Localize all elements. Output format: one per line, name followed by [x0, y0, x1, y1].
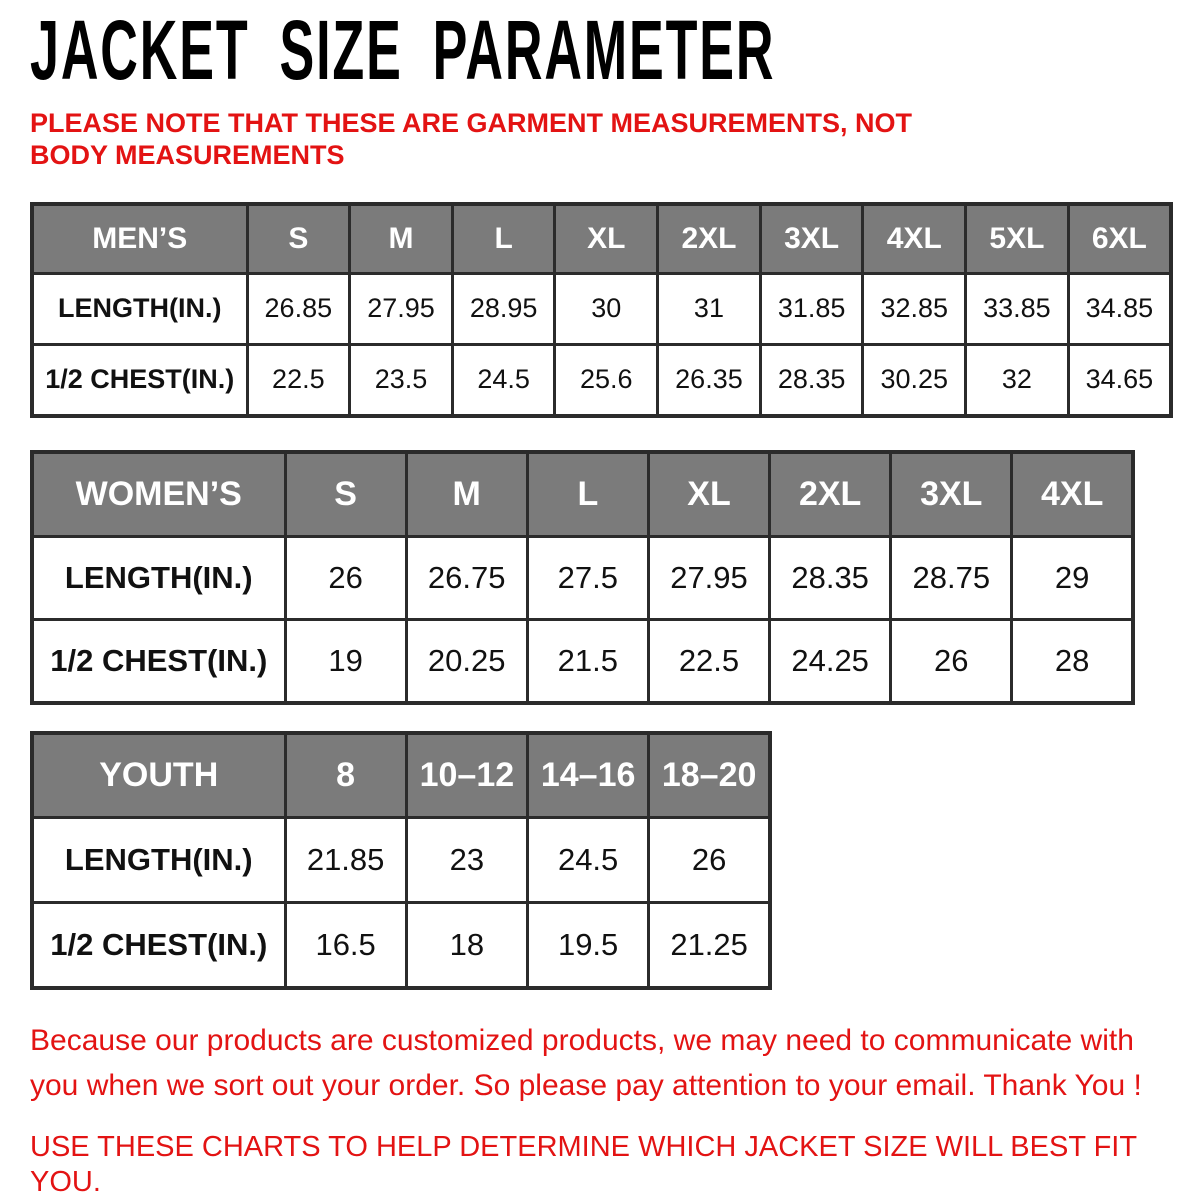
garment-measurement-note: PLEASE NOTE THAT THESE ARE GARMENT MEASUREMENTS, NOT BODY MEASUREMENTS: [30, 108, 913, 170]
mens-size-header-cell: S: [247, 204, 350, 274]
mens-size-header-cell: 4XL: [863, 204, 966, 274]
value-cell: 25.6: [555, 344, 658, 416]
row-label: LENGTH(IN.): [32, 817, 285, 902]
youth-size-table-container: [30, 731, 1180, 990]
chart-usage-advice: USE THESE CHARTS TO HELP DETERMINE WHICH JACKET SIZE WILL BEST FIT YOU.: [30, 1130, 1137, 1198]
value-cell: 20.25: [406, 619, 527, 703]
value-cell: 34.85: [1068, 273, 1171, 344]
value-cell: 19: [285, 619, 406, 703]
youth-size-header-cell: 18–20: [649, 733, 770, 818]
value-cell: 28.95: [452, 273, 555, 344]
youth-size-header-cell: 10–12: [406, 733, 527, 818]
value-cell: 19.5: [528, 902, 649, 988]
youth-header-row: [32, 733, 770, 818]
mens-size-header-cell: L: [452, 204, 555, 274]
value-cell: 16.5: [285, 902, 406, 988]
womens-size-header-cell: S: [285, 452, 406, 537]
value-cell: 21.5: [527, 619, 648, 703]
value-cell: 23: [406, 817, 527, 902]
value-cell: 24.25: [770, 619, 891, 703]
value-cell: 33.85: [966, 273, 1069, 344]
mens-header-row: [32, 204, 1171, 274]
row-label: LENGTH(IN.): [32, 536, 285, 619]
value-cell: 26: [891, 619, 1012, 703]
row-label: LENGTH(IN.): [32, 273, 247, 344]
mens-size-header-cell: 3XL: [760, 204, 863, 274]
mens-size-header-cell: XL: [555, 204, 658, 274]
youth-table-title-cell: YOUTH: [32, 733, 285, 818]
womens-header-row: [32, 452, 1133, 537]
womens-table-title-cell: WOMEN’S: [32, 452, 285, 537]
youth-table-row: [32, 817, 770, 902]
mens-size-table: [30, 202, 1173, 418]
value-cell: 26: [649, 817, 770, 902]
value-cell: 18: [406, 902, 527, 988]
youth-table-row: [32, 902, 770, 988]
value-cell: 26.85: [247, 273, 350, 344]
womens-size-table: [30, 450, 1135, 705]
mens-size-header-cell: 5XL: [966, 204, 1069, 274]
value-cell: 32: [966, 344, 1069, 416]
youth-size-header-cell: 14–16: [528, 733, 649, 818]
mens-size-header-cell: 6XL: [1068, 204, 1171, 274]
value-cell: 21.85: [285, 817, 406, 902]
mens-table-row: [32, 273, 1171, 344]
womens-size-header-cell: XL: [648, 452, 769, 537]
value-cell: 30: [555, 273, 658, 344]
value-cell: 34.65: [1068, 344, 1171, 416]
value-cell: 28.35: [760, 344, 863, 416]
womens-size-header-cell: M: [406, 452, 527, 537]
value-cell: 31.85: [760, 273, 863, 344]
mens-table-title-cell: MEN’S: [32, 204, 247, 274]
value-cell: 29: [1012, 536, 1133, 619]
youth-size-header-cell: 8: [285, 733, 406, 818]
value-cell: 26: [285, 536, 406, 619]
value-cell: 31: [658, 273, 761, 344]
row-label: 1/2 CHEST(IN.): [32, 902, 285, 988]
mens-size-header-cell: 2XL: [658, 204, 761, 274]
value-cell: 27.95: [350, 273, 453, 344]
mens-table-row: [32, 344, 1171, 416]
row-label: 1/2 CHEST(IN.): [32, 619, 285, 703]
womens-size-header-cell: 3XL: [891, 452, 1012, 537]
custom-order-notice: Because our products are customized products, we may need to communicate with you when we sort out your order. So please pay attention to your email. Thank You !: [30, 1023, 1142, 1102]
value-cell: 23.5: [350, 344, 453, 416]
value-cell: 28.75: [891, 536, 1012, 619]
value-cell: 26.75: [406, 536, 527, 619]
womens-size-header-cell: 2XL: [770, 452, 891, 537]
value-cell: 21.25: [649, 902, 770, 988]
value-cell: 22.5: [247, 344, 350, 416]
value-cell: 27.5: [527, 536, 648, 619]
womens-table-row: [32, 536, 1133, 619]
mens-size-header-cell: M: [350, 204, 453, 274]
row-label: 1/2 CHEST(IN.): [32, 344, 247, 416]
youth-size-table: [30, 731, 772, 990]
value-cell: 28.35: [770, 536, 891, 619]
value-cell: 30.25: [863, 344, 966, 416]
value-cell: 28: [1012, 619, 1133, 703]
womens-size-table-container: [30, 450, 1180, 705]
womens-size-header-cell: 4XL: [1012, 452, 1133, 537]
value-cell: 22.5: [648, 619, 769, 703]
value-cell: 24.5: [528, 817, 649, 902]
mens-size-table-container: [30, 202, 1180, 418]
womens-size-header-cell: L: [527, 452, 648, 537]
value-cell: 27.95: [648, 536, 769, 619]
value-cell: 32.85: [863, 273, 966, 344]
value-cell: 26.35: [658, 344, 761, 416]
womens-table-row: [32, 619, 1133, 703]
value-cell: 24.5: [452, 344, 555, 416]
page-title: JACKET SIZE PARAMETER: [30, 3, 776, 97]
